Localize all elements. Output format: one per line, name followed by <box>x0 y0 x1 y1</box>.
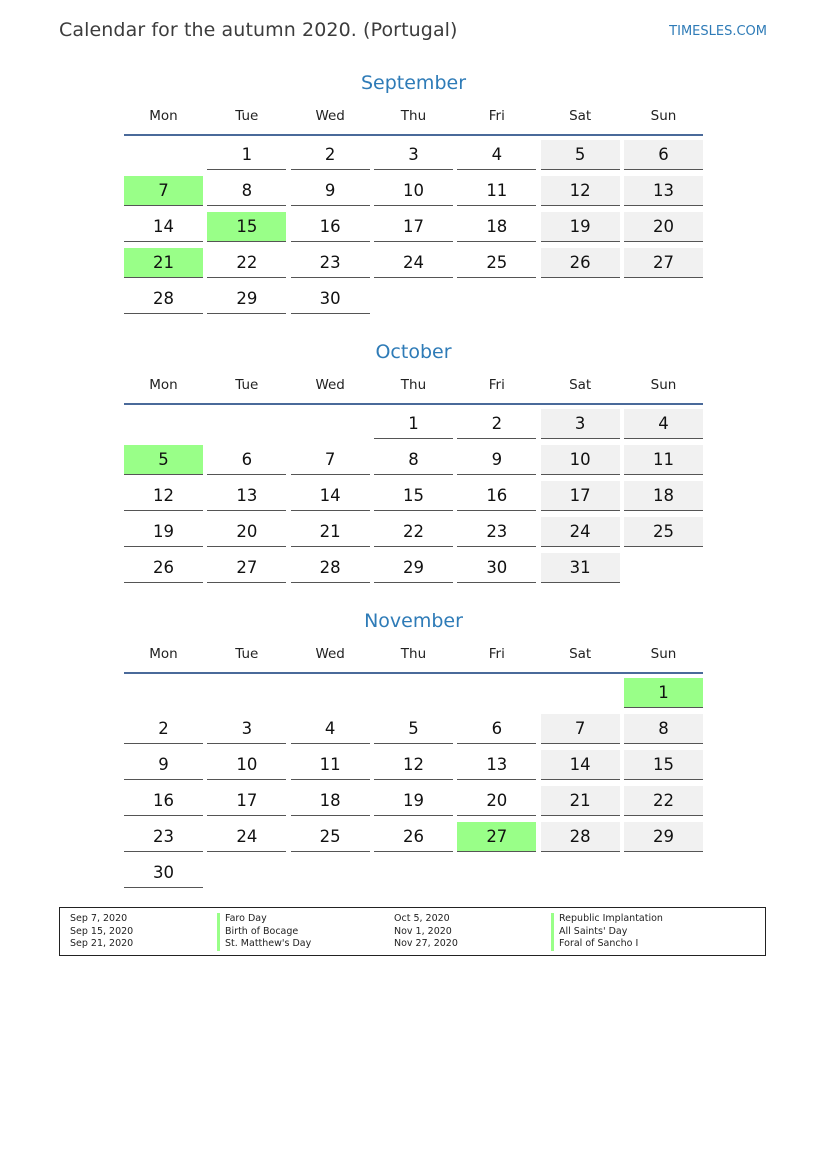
legend-date: Oct 5, 2020 <box>394 913 450 924</box>
day-cell[interactable]: 28 <box>291 553 370 583</box>
day-cell[interactable]: 4 <box>457 140 536 170</box>
day-cell[interactable]: 24 <box>374 248 453 278</box>
day-cell[interactable]: 9 <box>291 176 370 206</box>
day-cell[interactable]: 14 <box>291 481 370 511</box>
legend-holiday-name: All Saints' Day <box>551 926 663 939</box>
weekend-day-cell[interactable]: 10 <box>541 445 620 475</box>
day-grid <box>124 409 703 583</box>
empty-day-cell <box>124 678 203 708</box>
weekend-day-cell[interactable]: 4 <box>624 409 703 439</box>
day-cell[interactable]: 29 <box>207 284 286 314</box>
day-cell[interactable]: 10 <box>374 176 453 206</box>
day-cell[interactable]: 30 <box>291 284 370 314</box>
day-cell[interactable]: 11 <box>291 750 370 780</box>
day-cell[interactable]: 30 <box>124 858 203 888</box>
day-cell[interactable]: 13 <box>207 481 286 511</box>
legend-holiday-name: Foral of Sancho I <box>551 938 663 951</box>
month-september <box>124 68 703 314</box>
day-cell[interactable]: 24 <box>207 822 286 852</box>
empty-day-cell <box>291 678 370 708</box>
weekday-label: Sun <box>650 108 677 124</box>
day-grid <box>124 678 703 888</box>
weekend-day-cell[interactable]: 21 <box>541 786 620 816</box>
day-cell[interactable]: 20 <box>207 517 286 547</box>
month-divider <box>124 134 703 136</box>
weekday-label: Sat <box>569 108 592 124</box>
day-cell[interactable]: 6 <box>457 714 536 744</box>
empty-day-cell <box>457 678 536 708</box>
legend-holiday-name: Birth of Bocage <box>217 926 311 939</box>
legend-left-dates <box>70 913 133 951</box>
legend-date: Sep 21, 2020 <box>70 938 134 950</box>
weekend-day-cell[interactable]: 25 <box>624 517 703 547</box>
day-cell[interactable]: 13 <box>457 750 536 780</box>
weekend-day-cell[interactable]: 13 <box>624 176 703 206</box>
weekday-header <box>124 636 703 672</box>
legend-date: Nov 27, 2020 <box>394 938 458 950</box>
day-cell[interactable]: 25 <box>457 248 536 278</box>
legend-date: Sep 15, 2020 <box>70 925 134 937</box>
day-cell[interactable]: 3 <box>207 714 286 744</box>
weekend-day-cell[interactable]: 3 <box>541 409 620 439</box>
weekday-label: Sat <box>569 646 592 662</box>
weekday-label: Thu <box>400 108 427 124</box>
legend-right-dates <box>394 913 458 951</box>
month-title: November <box>364 610 463 632</box>
day-cell[interactable]: 5 <box>374 714 453 744</box>
weekday-label: Tue <box>235 646 259 662</box>
weekend-day-cell[interactable]: 14 <box>541 750 620 780</box>
day-cell[interactable]: 16 <box>124 786 203 816</box>
weekend-day-cell[interactable]: 27 <box>624 248 703 278</box>
month-title: October <box>375 341 452 363</box>
day-cell[interactable]: 18 <box>291 786 370 816</box>
weekday-label: Mon <box>149 646 178 662</box>
page-title: Calendar for the autumn 2020. (Portugal) <box>59 19 458 41</box>
day-cell[interactable]: 19 <box>124 517 203 547</box>
weekend-day-cell[interactable]: 11 <box>624 445 703 475</box>
weekend-day-cell[interactable]: 15 <box>624 750 703 780</box>
day-cell[interactable]: 1 <box>207 140 286 170</box>
weekday-label: Wed <box>315 108 345 124</box>
weekday-label: Tue <box>235 377 259 393</box>
day-cell[interactable]: 23 <box>124 822 203 852</box>
day-cell[interactable]: 10 <box>207 750 286 780</box>
day-cell[interactable]: 3 <box>374 140 453 170</box>
day-cell[interactable]: 29 <box>374 553 453 583</box>
weekend-day-cell[interactable]: 6 <box>624 140 703 170</box>
day-cell[interactable]: 8 <box>207 176 286 206</box>
weekday-label: Sat <box>569 377 592 393</box>
legend-holiday-name: Republic Implantation <box>551 913 663 926</box>
weekday-label: Fri <box>488 377 505 393</box>
month-divider <box>124 672 703 674</box>
holiday-day-cell[interactable]: 27 <box>457 822 536 852</box>
day-cell[interactable]: 22 <box>207 248 286 278</box>
weekend-day-cell[interactable]: 5 <box>541 140 620 170</box>
day-cell[interactable]: 7 <box>291 445 370 475</box>
day-cell[interactable]: 16 <box>291 212 370 242</box>
weekday-label: Sun <box>650 377 677 393</box>
month-divider <box>124 403 703 405</box>
weekend-day-cell[interactable]: 29 <box>624 822 703 852</box>
weekday-label: Thu <box>400 646 427 662</box>
weekday-label: Mon <box>149 377 178 393</box>
day-cell[interactable]: 27 <box>207 553 286 583</box>
month-title: September <box>360 72 467 94</box>
day-cell[interactable]: 18 <box>457 212 536 242</box>
day-grid <box>124 140 703 314</box>
weekday-label: Fri <box>488 646 505 662</box>
weekend-day-cell[interactable]: 20 <box>624 212 703 242</box>
empty-day-cell <box>124 140 203 170</box>
day-cell[interactable]: 8 <box>374 445 453 475</box>
empty-day-cell <box>374 678 453 708</box>
weekend-day-cell[interactable]: 26 <box>541 248 620 278</box>
weekend-day-cell[interactable]: 31 <box>541 553 620 583</box>
day-cell[interactable]: 2 <box>124 714 203 744</box>
day-cell[interactable]: 26 <box>124 553 203 583</box>
day-cell[interactable]: 17 <box>374 212 453 242</box>
weekend-day-cell[interactable]: 7 <box>541 714 620 744</box>
weekday-label: Wed <box>315 646 345 662</box>
weekday-label: Tue <box>235 108 259 124</box>
legend-left-names <box>217 913 311 951</box>
day-cell[interactable]: 15 <box>374 481 453 511</box>
weekend-day-cell[interactable]: 12 <box>541 176 620 206</box>
site-link[interactable]: TIMESLES.COM <box>669 24 767 39</box>
day-cell[interactable]: 14 <box>124 212 203 242</box>
day-cell[interactable]: 11 <box>457 176 536 206</box>
legend-date: Sep 7, 2020 <box>70 913 128 924</box>
month-november <box>124 606 703 888</box>
legend-holiday-name: St. Matthew's Day <box>217 938 311 951</box>
holiday-day-cell[interactable]: 5 <box>124 445 203 475</box>
day-cell[interactable]: 30 <box>457 553 536 583</box>
weekday-label: Mon <box>149 108 178 124</box>
weekend-day-cell[interactable]: 17 <box>541 481 620 511</box>
day-cell[interactable]: 1 <box>374 409 453 439</box>
day-cell[interactable]: 4 <box>291 714 370 744</box>
month-october <box>124 337 703 583</box>
day-cell[interactable]: 25 <box>291 822 370 852</box>
day-cell[interactable]: 20 <box>457 786 536 816</box>
day-cell[interactable]: 2 <box>457 409 536 439</box>
day-cell[interactable]: 9 <box>124 750 203 780</box>
weekend-day-cell[interactable]: 24 <box>541 517 620 547</box>
holiday-day-cell[interactable]: 1 <box>624 678 703 708</box>
day-cell[interactable]: 21 <box>291 517 370 547</box>
day-cell[interactable]: 19 <box>374 786 453 816</box>
legend-right-names <box>551 913 663 951</box>
weekend-day-cell[interactable]: 19 <box>541 212 620 242</box>
empty-day-cell <box>207 678 286 708</box>
empty-day-cell <box>207 409 286 439</box>
day-cell[interactable]: 16 <box>457 481 536 511</box>
weekday-label: Sun <box>650 646 677 662</box>
day-cell[interactable]: 23 <box>457 517 536 547</box>
holiday-day-cell[interactable]: 21 <box>124 248 203 278</box>
day-cell[interactable]: 22 <box>374 517 453 547</box>
day-cell[interactable]: 12 <box>374 750 453 780</box>
weekend-day-cell[interactable]: 28 <box>541 822 620 852</box>
holiday-legend <box>59 907 766 956</box>
empty-day-cell <box>291 409 370 439</box>
weekend-day-cell[interactable]: 18 <box>624 481 703 511</box>
weekend-day-cell[interactable]: 22 <box>624 786 703 816</box>
day-cell[interactable]: 12 <box>124 481 203 511</box>
holiday-day-cell[interactable]: 15 <box>207 212 286 242</box>
weekday-label: Thu <box>400 377 427 393</box>
legend-date: Nov 1, 2020 <box>394 925 452 937</box>
day-cell[interactable]: 17 <box>207 786 286 816</box>
weekday-label: Fri <box>488 108 505 124</box>
day-cell[interactable]: 2 <box>291 140 370 170</box>
empty-day-cell <box>541 678 620 708</box>
day-cell[interactable]: 26 <box>374 822 453 852</box>
holiday-day-cell[interactable]: 7 <box>124 176 203 206</box>
weekday-header <box>124 367 703 403</box>
empty-day-cell <box>124 409 203 439</box>
day-cell[interactable]: 23 <box>291 248 370 278</box>
legend-holiday-name: Faro Day <box>217 913 311 926</box>
weekday-header <box>124 98 703 134</box>
day-cell[interactable]: 6 <box>207 445 286 475</box>
day-cell[interactable]: 28 <box>124 284 203 314</box>
weekday-label: Wed <box>315 377 345 393</box>
day-cell[interactable]: 9 <box>457 445 536 475</box>
weekend-day-cell[interactable]: 8 <box>624 714 703 744</box>
